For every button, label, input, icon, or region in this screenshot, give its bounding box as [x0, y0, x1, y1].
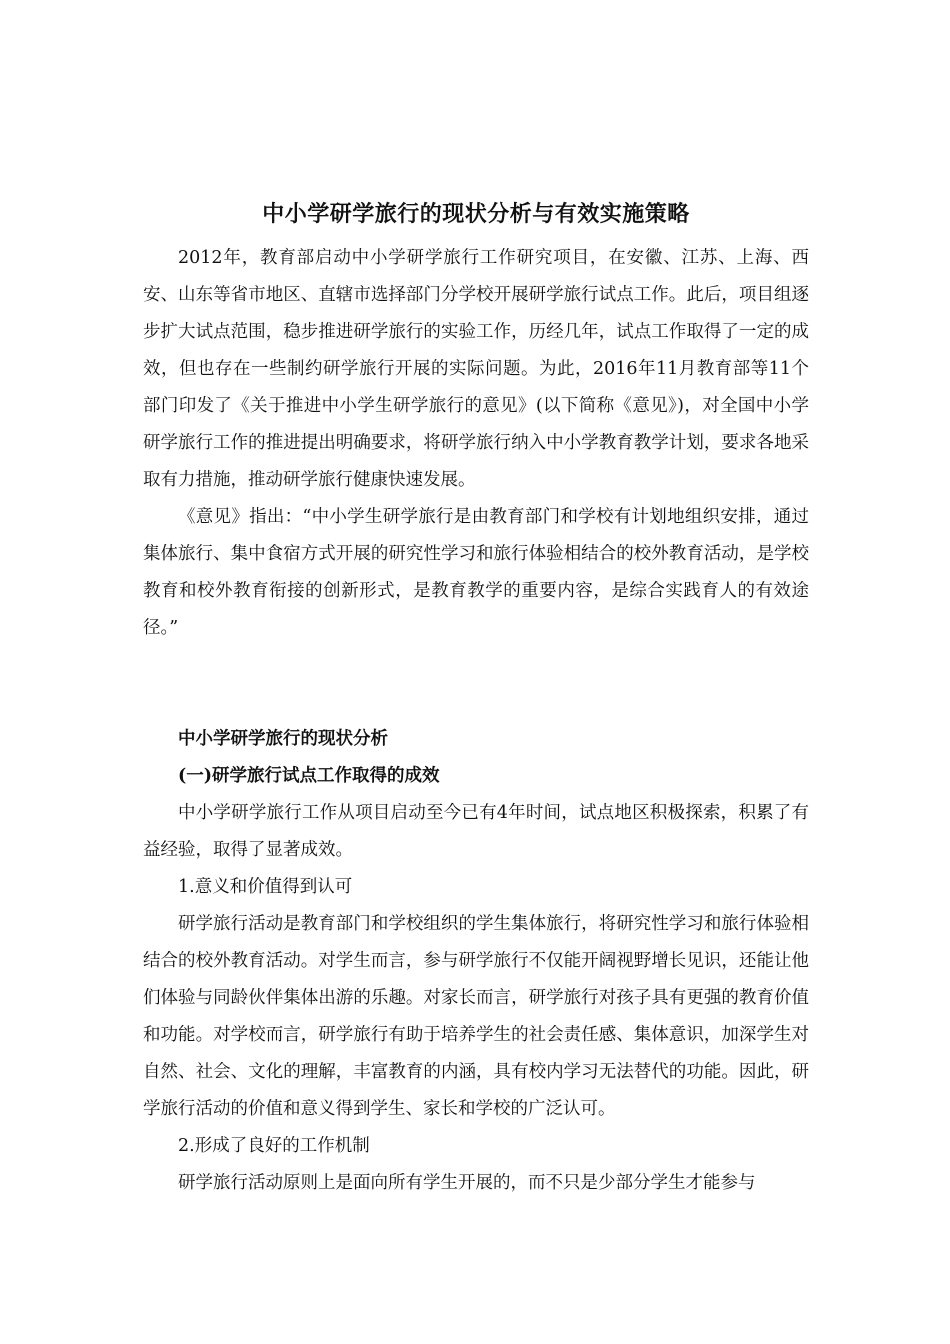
item-1-paragraph: 研学旅行活动是教育部门和学校组织的学生集体旅行，将研究性学习和旅行体验相结合的校外教育活动。对学生而言，参与研学旅行不仅能开阔视野增长见识，还能让他们体验与同龄伙伴集体出游的乐趣。对家长而言，研学旅行对孩子具有更强的教育价值和功能。对学校而言，研学旅行有助于培养学生的社会责任感、集体意识，加深学生对自然、社会、文化的理解，丰富教育的内涵，具有校内学习无法替代的功能。因此，研学旅行活动的价值和意义得到学生、家长和学校的广泛认可。 — [143, 914, 809, 1119]
document-body — [143, 190, 809, 1202]
item-2-title: 2.形成了良好的工作机制 — [178, 1136, 370, 1156]
item-1-title: 1.意义和价值得到认可 — [178, 877, 353, 897]
section-spacer — [143, 647, 809, 721]
subsection-paragraph: 中小学研学旅行工作从项目启动至今已有4年时间，试点地区积极探索，积累了有益经验，取得了显著成效。 — [143, 803, 809, 860]
subsection-heading: (一)研学旅行试点工作取得的成效 — [178, 766, 440, 786]
document-title: 中小学研学旅行的现状分析与有效实施策略 — [262, 202, 690, 227]
intro-paragraph-1: 2012年，教育部启动中小学研学旅行工作研究项目，在安徽、江苏、上海、西安、山东等省市地区、直辖市选择部门分学校开展研学旅行试点工作。此后，项目组逐步扩大试点范围，稳步推进研学旅行的实验工作，历经几年，试点工作取得了一定的成效，但也存在一些制约研学旅行开展的实际问题。为此，2016年11月教育部等11个部门印发了《关于推进中小学生研学旅行的意见》(以下简称《意见》)，对全国中小学研学旅行工作的推进提出明确要求，将研学旅行纳入中小学教育教学计划，要求各地采取有力措施，推动研学旅行健康快速发展。 — [143, 248, 809, 490]
item-2-paragraph: 研学旅行活动原则上是面向所有学生开展的，而不只是少部分学生才能参与 — [178, 1173, 756, 1193]
section-heading: 中小学研学旅行的现状分析 — [178, 729, 388, 749]
intro-paragraph-2: 《意见》指出：“中小学生研学旅行是由教育部门和学校有计划地组织安排，通过集体旅行、集中食宿方式开展的研究性学习和旅行体验相结合的校外教育活动，是学校教育和校外教育衔接的创新形式，是教育教学的重要内容，是综合实践育人的有效途径。” — [143, 507, 809, 638]
